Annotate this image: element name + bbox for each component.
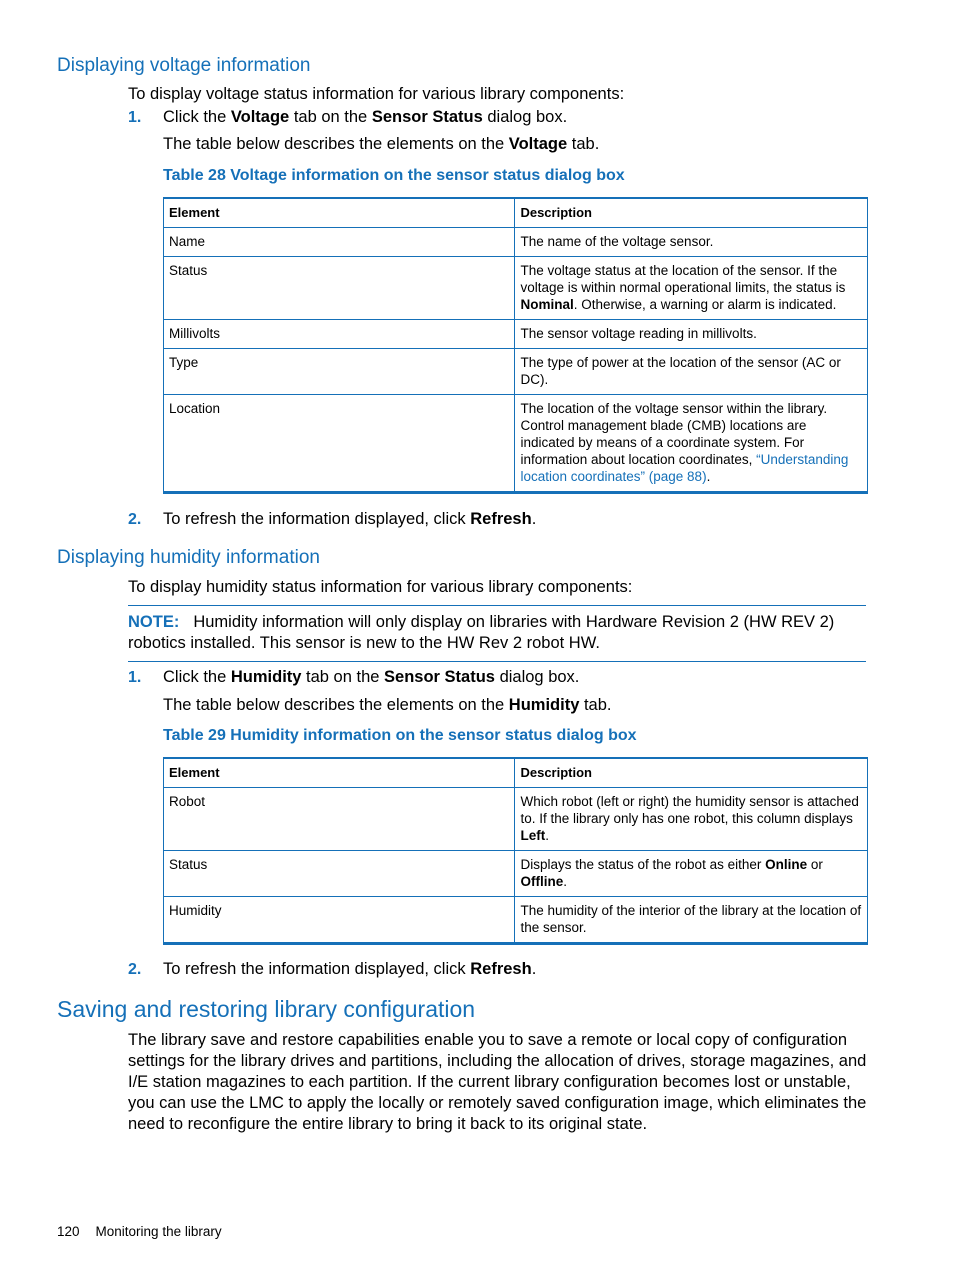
saving-heading: Saving and restoring library configuration	[57, 996, 476, 1022]
table-row	[164, 395, 868, 493]
cell-element: Millivolts	[164, 320, 515, 349]
humidity-table-intro: The table below describes the elements on the Humidity tab.	[163, 696, 612, 714]
voltage-step2: To refresh the information displayed, click Refresh.	[163, 510, 537, 528]
voltage-heading: Displaying voltage information	[57, 55, 311, 76]
cell-description: Displays the status of the robot as either Online or Offline.	[515, 851, 868, 897]
cell-element: Status	[164, 257, 515, 320]
humidity-step2: To refresh the information displayed, click Refresh.	[163, 960, 537, 978]
cell-element: Location	[164, 395, 515, 493]
column-header-description: Description	[515, 198, 868, 228]
humidity-step1: Click the Humidity tab on the Sensor Status dialog box.	[163, 668, 580, 686]
note-label: NOTE:	[128, 613, 180, 631]
cell-description: The humidity of the interior of the library at the location of the sensor.	[515, 897, 868, 944]
cell-element: Name	[164, 228, 515, 257]
voltage-intro: To display voltage status information for various library components:	[128, 85, 625, 103]
voltage-step1: Click the Voltage tab on the Sensor Status dialog box.	[163, 108, 568, 126]
humidity-step2-number: 2.	[128, 961, 142, 978]
humidity-heading: Displaying humidity information	[57, 547, 320, 568]
cell-element: Type	[164, 349, 515, 395]
humidity-step1-number: 1.	[128, 669, 142, 686]
cell-element: Humidity	[164, 897, 515, 944]
column-header-description: Description	[515, 758, 868, 788]
saving-paragraph: The library save and restore capabilities enable you to save a remote or local copy of configuration settings for the library drives and partitions, including the allocation of drives, storage magazines, and I/E station magazines to each partition. If the current library configuration becomes lost or unstable, you can use the LMC to apply the locally or remotely saved configuration image, which eliminates the need to reconfigure the entire library to bring it back to its original state.	[128, 1031, 867, 1133]
table-row	[164, 228, 868, 257]
table-header-row	[164, 198, 868, 228]
page-footer	[57, 1224, 222, 1239]
voltage-table-caption: Table 28 Voltage information on the sensor status dialog box	[163, 167, 625, 184]
cell-description: The name of the voltage sensor.	[515, 228, 868, 257]
table-row	[164, 257, 868, 320]
table-row	[164, 851, 868, 897]
voltage-step1-number: 1.	[128, 109, 142, 126]
location-coordinates-link[interactable]: “Understanding location coordinates” (page 88)	[520, 452, 849, 484]
cell-element: Robot	[164, 788, 515, 851]
cell-description: The sensor voltage reading in millivolts.	[515, 320, 868, 349]
column-header-element: Element	[164, 198, 515, 228]
cell-description: The type of power at the location of the sensor (AC or DC).	[515, 349, 868, 395]
footer-section: Monitoring the library	[95, 1224, 222, 1239]
cell-element: Status	[164, 851, 515, 897]
cell-description: The voltage status at the location of the sensor. If the voltage is within normal operational limits, the status is Nominal. Otherwise, a warning or alarm is indicated.	[515, 257, 868, 320]
table-row	[164, 897, 868, 944]
humidity-intro: To display humidity status information for various library components:	[128, 578, 633, 596]
page-number: 120	[57, 1224, 80, 1239]
note-text: NOTE: Humidity information will only display on libraries with Hardware Revision 2 (HW REV 2) robotics installed. This sensor is new to the HW Rev 2 robot HW.	[128, 613, 835, 652]
voltage-table	[163, 197, 868, 494]
table-row	[164, 788, 868, 851]
cell-description: The location of the voltage sensor within the library. Control management blade (CMB) locations are indicated by means of a coordinate system. For information about location coordinates, “Understanding location coordinates” (page 88).	[515, 395, 868, 493]
voltage-table-intro: The table below describes the elements on the Voltage tab.	[163, 135, 600, 153]
humidity-table-caption: Table 29 Humidity information on the sensor status dialog box	[163, 727, 637, 744]
table-row	[164, 320, 868, 349]
cell-description: Which robot (left or right) the humidity sensor is attached to. If the library only has one robot, this column displays Left.	[515, 788, 868, 851]
table-row	[164, 349, 868, 395]
column-header-element: Element	[164, 758, 515, 788]
table-header-row	[164, 758, 868, 788]
humidity-table	[163, 757, 868, 945]
voltage-step2-number: 2.	[128, 511, 142, 528]
note-box	[128, 605, 866, 662]
